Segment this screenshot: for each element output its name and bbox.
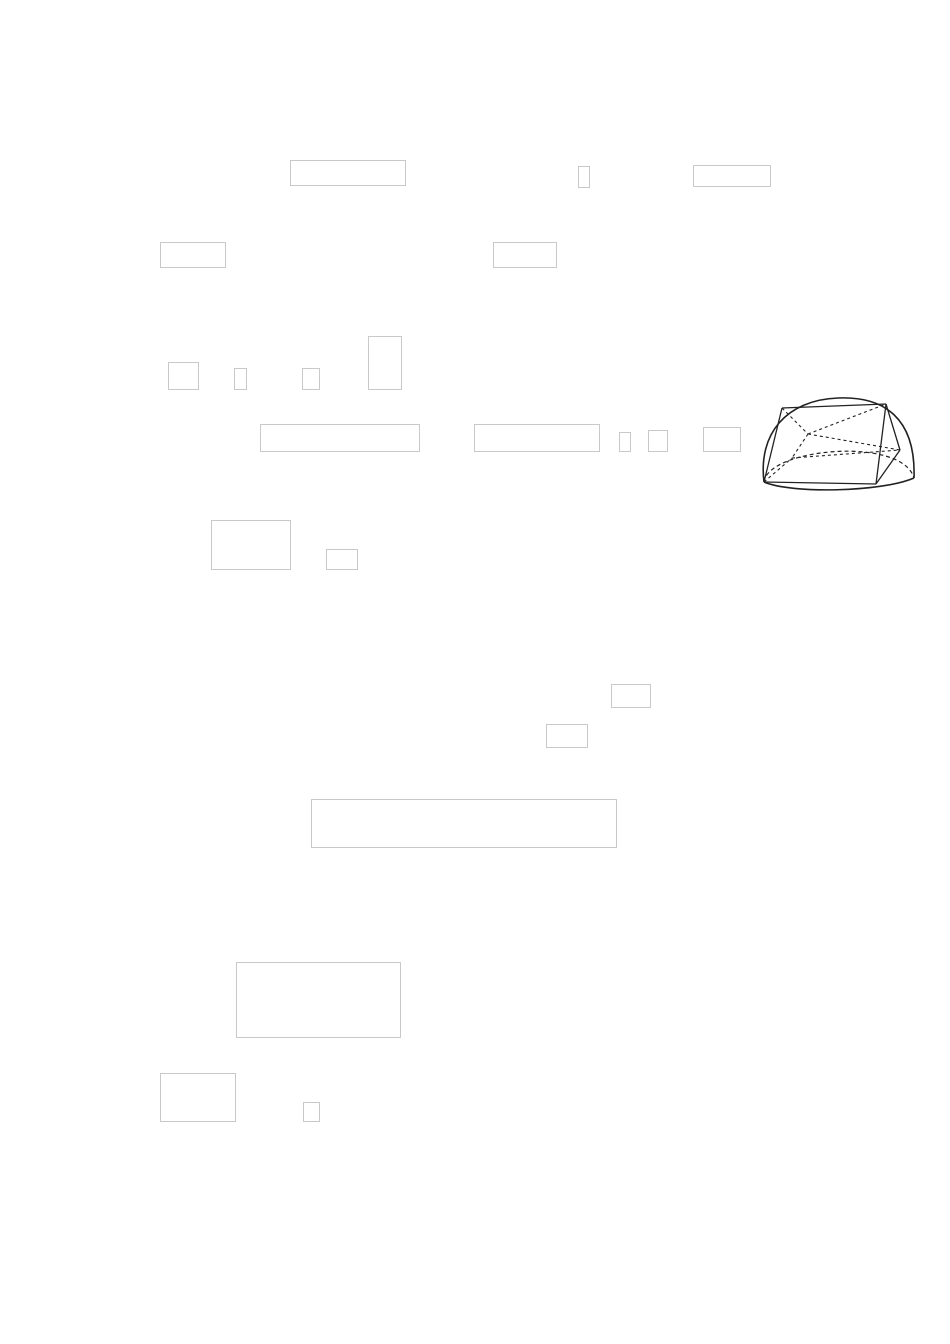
formula-image — [260, 424, 420, 452]
formula-image — [368, 336, 402, 390]
formula-image — [311, 799, 617, 848]
formula-image — [703, 427, 741, 452]
formula-image — [160, 242, 226, 268]
formula-image — [619, 432, 631, 452]
formula-image — [493, 242, 557, 268]
formula-image — [693, 165, 771, 187]
formula-image — [578, 166, 590, 188]
formula-image — [302, 368, 320, 390]
three-views-figure — [500, 940, 900, 1270]
formula-image — [168, 362, 199, 390]
formula-image — [303, 1102, 320, 1122]
formula-image — [326, 549, 358, 570]
formula-image — [546, 724, 588, 748]
formula-image — [234, 368, 247, 390]
formula-image — [236, 962, 401, 1038]
formula-image — [290, 160, 406, 186]
formula-image — [211, 520, 291, 570]
formula-image — [474, 424, 600, 452]
formula-image — [611, 684, 651, 708]
formula-image — [648, 430, 668, 452]
hemisphere-prism-figure — [752, 388, 920, 500]
formula-image — [160, 1073, 236, 1122]
